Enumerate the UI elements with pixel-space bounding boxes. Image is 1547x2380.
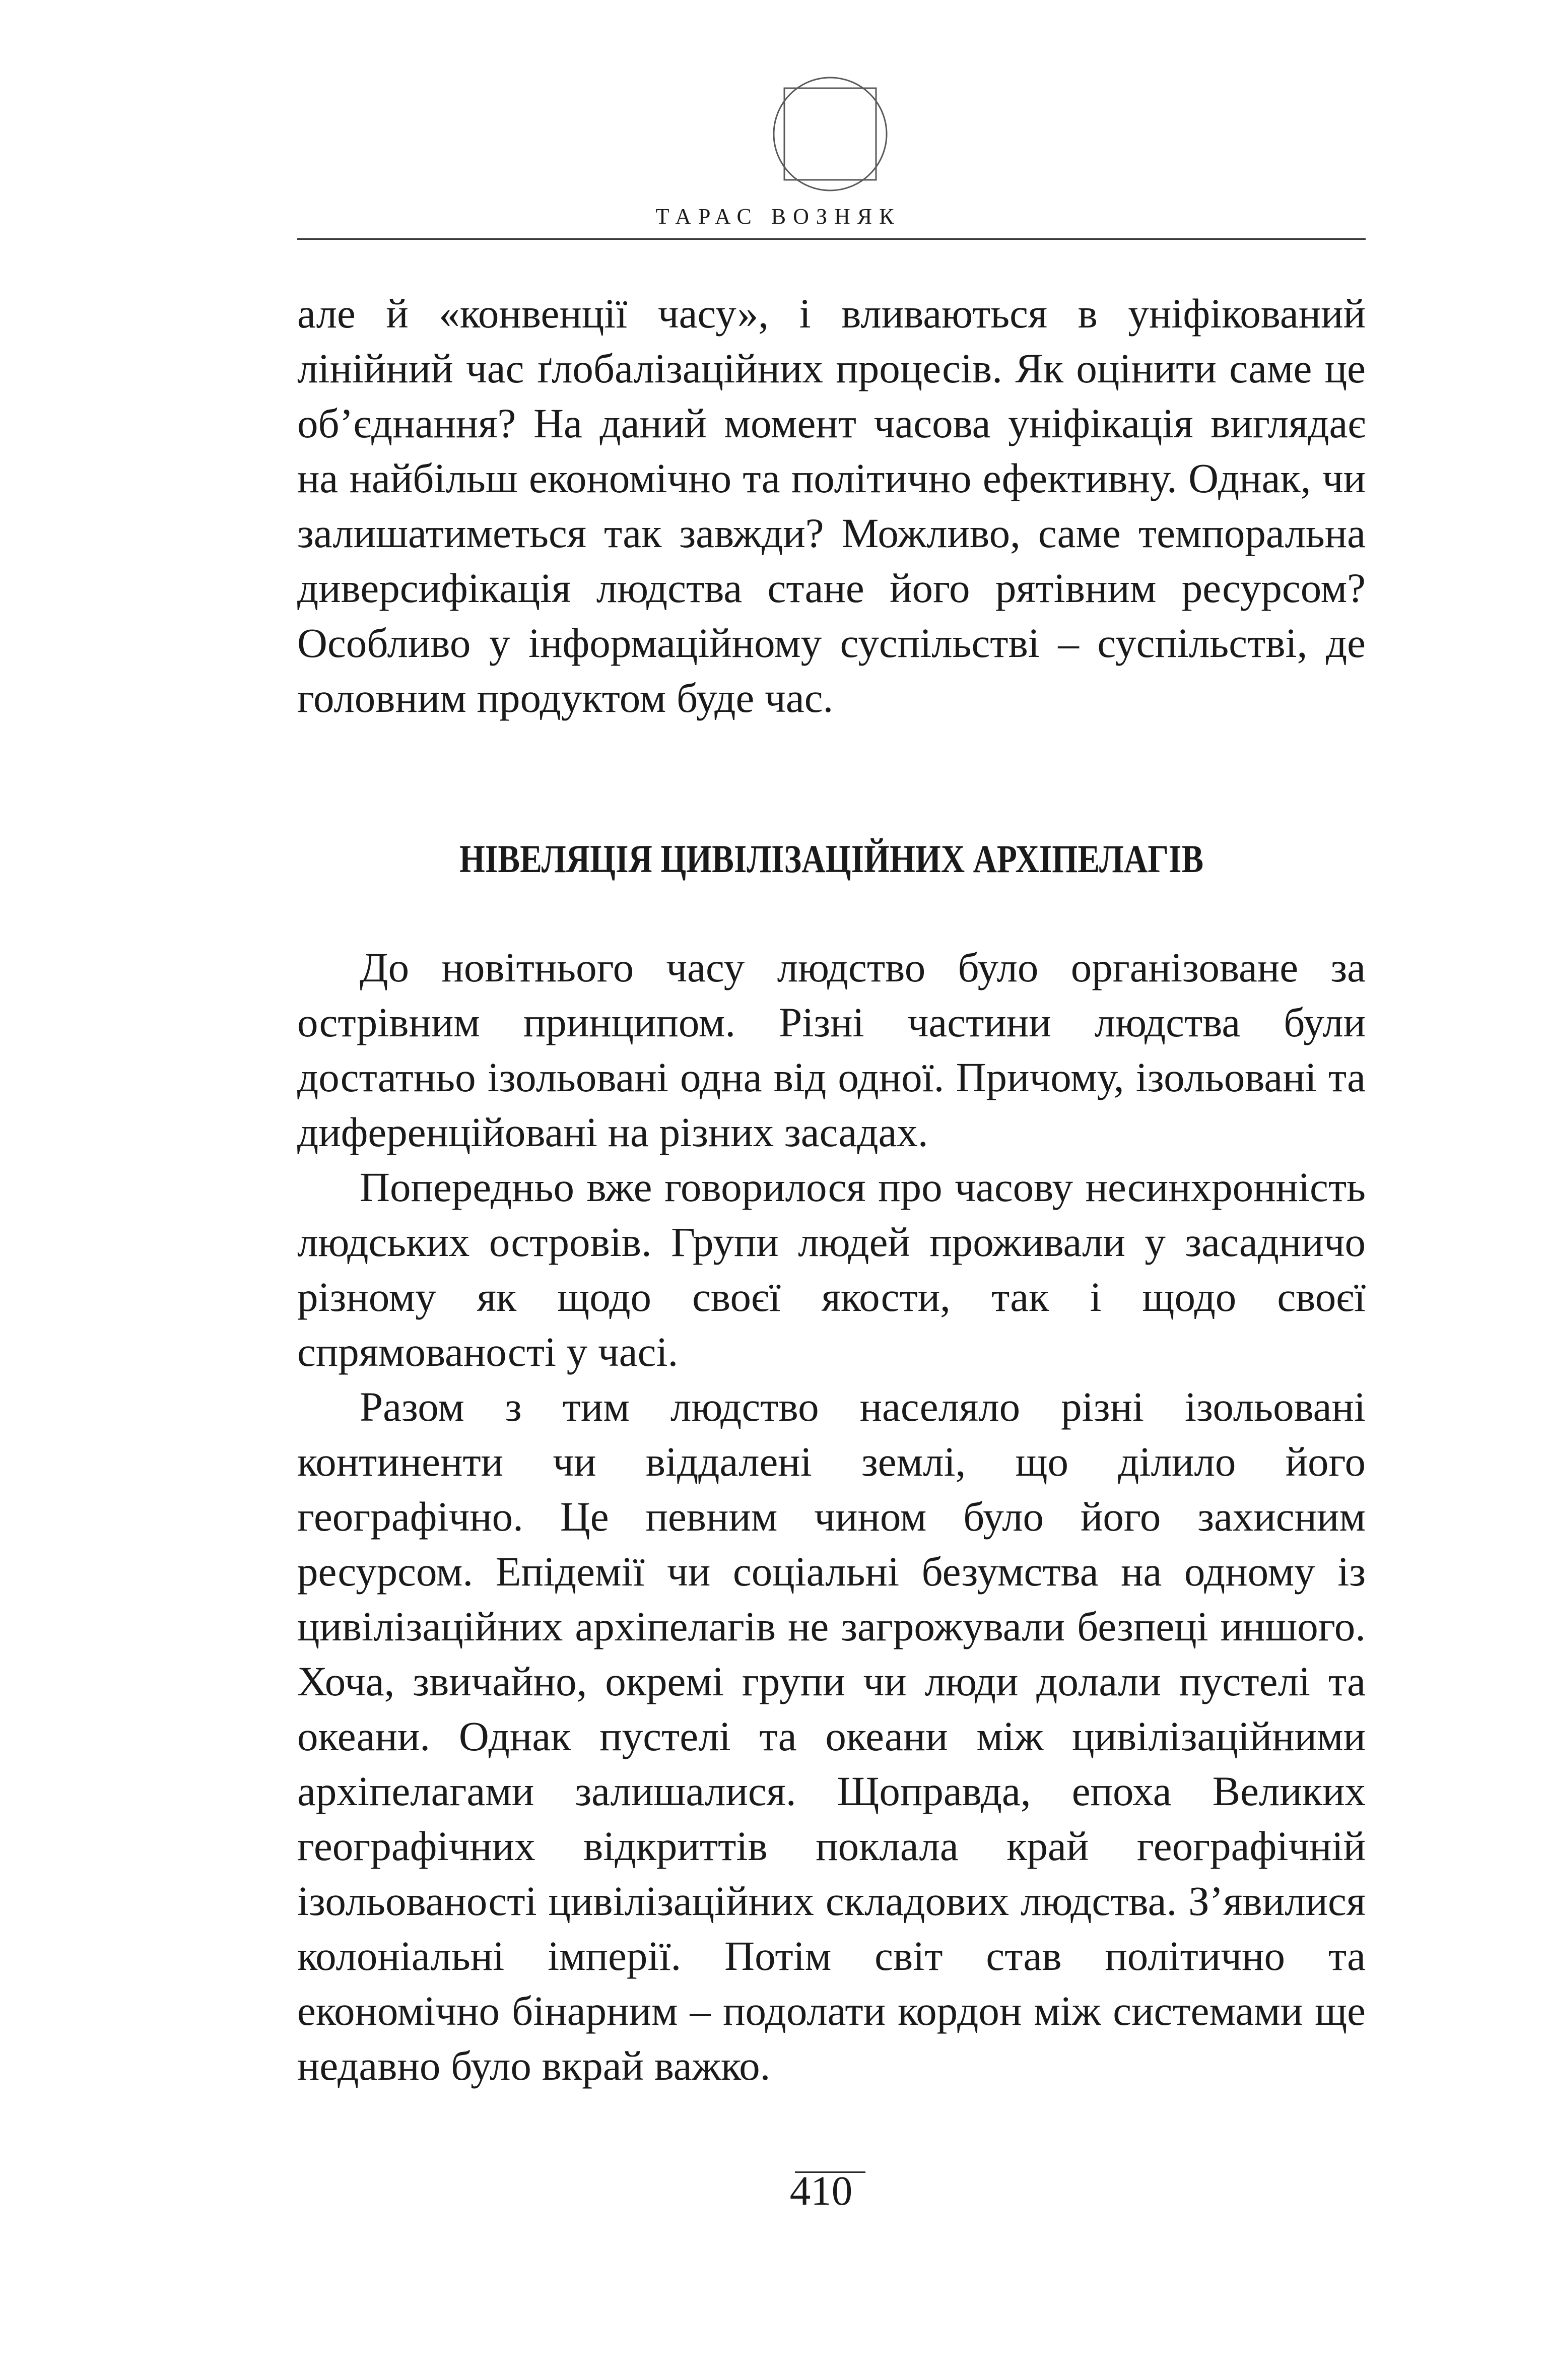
body-paragraph: Попередньо вже говорилося про часову несинхронність людських островів. Групи людей проживали у засадничо різному як щодо своєї якости, так і щодо своєї спрямованості у часі. [297,1164,1366,1375]
header-divider [297,238,1366,240]
body-paragraph: Разом з тим людство населяло різні ізольовані континенти чи віддалені землі, що ділило його географічно. Це певним чином було його захисним ресурсом. Епідемії чи соціальні безумства на одному із цивілізаційних архіпелагів не загрожували безпеці иншого. Хоча, звичайно, окремі групи чи люди долали пустелі та океани. Однак пустелі та океани між цивілізаційними архіпелагами залишалися. Щоправда, епоха Великих географічних відкриттів поклала край географічній ізольованості цивілізаційних складових людства. З’явилися колоніальні імперії. Потім світ став політично та економічно бінарним – подолати кордон між системами ще недавно було вкрай важко. [297,1383,1366,2089]
opening-paragraph-block [297,286,1366,725]
body-paragraph: До новітнього часу людство було організоване за острівним принципом. Різні частини людства були достатньо ізольовані одна від одної. Причому, ізольовані та диференційовані на різних засадах. [297,944,1366,1155]
section-heading: НІВЕЛЯЦІЯ ЦИВІЛІЗАЦІЙНИХ АРХІПЕЛАГІВ [459,837,1204,881]
section-body [297,940,1366,2093]
page-number: 410 [789,2167,853,2214]
body-paragraph: але й «конвенції часу», і вливаються в уніфікований лінійний час ґлобалізаційних процесів. Як оцінити саме це об’єднання? На даний момент часова уніфікація виглядає на найбільш економічно та політично ефективну. Однак, чи залишатиметься так завжди? Можливо, саме темпоральна диверсифікація людства стане його рятівним ресурсом? Особливо у інформаційному суспільстві – суспільстві, де головним продуктом буде час. [297,290,1366,721]
circle-square-emblem-icon [772,76,889,192]
running-head-author: ТАРАС ВОЗНЯК [655,204,901,229]
